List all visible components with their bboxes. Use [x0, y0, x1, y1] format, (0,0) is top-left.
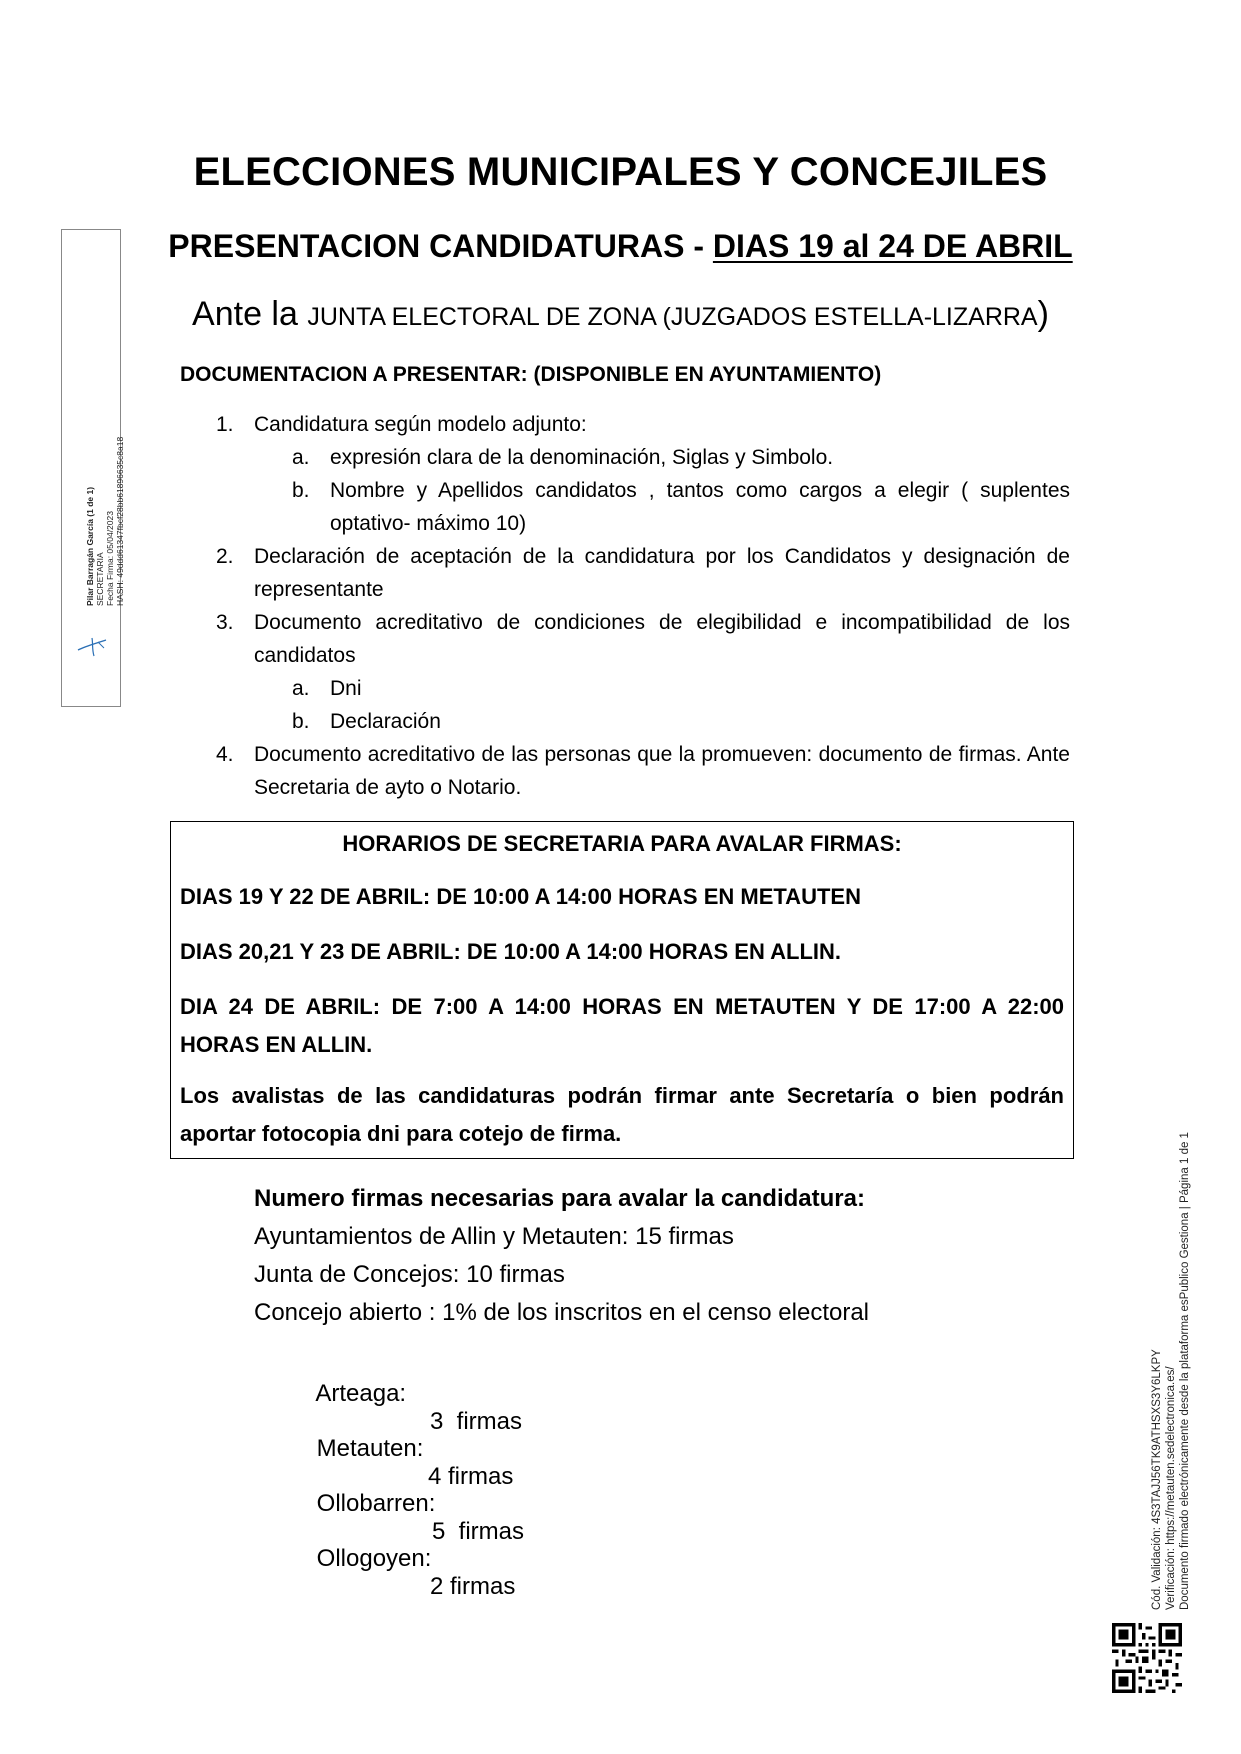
signature-hash: HASH: 49ddd61347fbcf28bb61896635c8a18 — [115, 436, 125, 606]
signature-mark-icon — [72, 630, 112, 660]
validation-code: Cód. Validación: 4S3TAJJ56TK9ATHSXS3Y6LKPY — [1151, 1349, 1163, 1610]
concejo-value: 2 firmas — [430, 1573, 516, 1600]
verification-url[interactable]: Verificación: https://metauten.sedelectronica.es/ — [1165, 1366, 1177, 1610]
verification-text — [1150, 1132, 1192, 1610]
list-subitem-text: Nombre y Apellidos candidatos , tantos como cargos a elegir ( suplentes optativo- máximo 10) — [330, 479, 1070, 535]
schedule-title: HORARIOS DE SECRETARIA PARA AVALAR FIRMAS: — [342, 831, 902, 856]
list-item — [180, 738, 1070, 804]
list-subitem-letter: b. — [292, 479, 310, 502]
document-title: ELECCIONES MUNICIPALES Y CONCEJILES — [193, 150, 1048, 194]
firmas-heading: Numero firmas necesarias para avalar la candidatura: — [254, 1185, 865, 1212]
list-item-number: 2. — [216, 545, 234, 568]
concejo-name: Metauten: — [316, 1435, 424, 1462]
concejo-name: Ollogoyen: — [316, 1545, 432, 1572]
concejo-value: 3 firmas — [430, 1408, 523, 1435]
firmas-block — [254, 1180, 869, 1332]
document-subtitle — [0, 228, 1241, 265]
list-item-text: Candidatura según modelo adjunto: — [254, 413, 587, 436]
signed-platform-note: Documento firmado electrónicamente desde la plataforma esPublico Gestiona | Página 1 de 1 — [1179, 1132, 1191, 1610]
signer-name: Pilar Barragán García (1 de 1) — [85, 486, 95, 606]
list-item — [180, 408, 1070, 441]
concejo-name: Ollobarren: — [316, 1490, 436, 1517]
list-subitem-text: Declaración — [330, 710, 441, 733]
concejo-value: 4 firmas — [428, 1463, 514, 1490]
list-subitem — [180, 672, 1070, 705]
list-item — [180, 540, 1070, 606]
firmas-concejo-abierto: Concejo abierto : 1% de los inscritos en el censo electoral — [254, 1299, 869, 1326]
signature-strip — [61, 229, 125, 707]
concejo-value: 5 firmas — [432, 1518, 525, 1545]
ante-line — [0, 295, 1241, 334]
subtitle-dates: DIAS 19 al 24 DE ABRIL — [712, 228, 1073, 264]
list-item-text: Declaración de aceptación de la candidatura por los Candidatos y designación de representante — [254, 545, 1070, 601]
subtitle-prefix: PRESENTACION CANDIDATURAS - — [168, 228, 713, 264]
signer-role: SECRETARIA — [95, 552, 105, 606]
list-item-number: 3. — [216, 611, 234, 634]
documentation-list — [180, 408, 1070, 804]
list-subitem-letter: a. — [292, 677, 310, 700]
list-subitem-text: expresión clara de la denominación, Siglas y Simbolo. — [330, 446, 834, 469]
list-subitem-text: Dni — [330, 677, 362, 700]
list-item-number: 4. — [216, 743, 234, 766]
signature-strip-text — [85, 437, 125, 606]
firmas-junta: Junta de Concejos: 10 firmas — [254, 1261, 565, 1288]
list-subitem-letter: a. — [292, 446, 310, 469]
schedule-line: DIAS 20,21 Y 23 DE ABRIL: DE 10:00 A 14:00 HORAS EN ALLIN. — [180, 939, 842, 964]
list-subitem — [180, 474, 1070, 540]
list-subitem-letter: b. — [292, 710, 310, 733]
list-item-text: Documento acreditativo de las personas que la promueven: documento de firmas. Ante Secretaria de ayto o Notario. — [254, 743, 1070, 799]
list-subitem — [180, 705, 1070, 738]
schedule-line: DIA 24 DE ABRIL: DE 7:00 A 14:00 HORAS EN METAUTEN Y DE 17:00 A 22:00 HORAS EN ALLIN. — [180, 994, 1064, 1057]
qr-code-icon — [1112, 1623, 1182, 1693]
list-item — [180, 606, 1070, 672]
documentation-heading: DOCUMENTACION A PRESENTAR: (DISPONIBLE EN AYUNTAMIENTO) — [180, 363, 882, 386]
ante-junta: JUNTA ELECTORAL DE ZONA (JUZGADOS ESTELLA-LIZARRA — [307, 303, 1038, 331]
schedule-note: Los avalistas de las candidaturas podrán firmar ante Secretaría o bien podrán aportar fotocopia dni para cotejo de firma. — [180, 1083, 1064, 1146]
firmas-ayuntamientos: Ayuntamientos de Allin y Metauten: 15 firmas — [254, 1223, 734, 1250]
list-item-number: 1. — [216, 413, 234, 436]
list-item-text: Documento acreditativo de condiciones de elegibilidad e incompatibilidad de los candidatos — [254, 611, 1070, 667]
concejo-name: Arteaga: — [315, 1380, 407, 1407]
ante-prefix: Ante la — [192, 295, 308, 333]
schedule-line: DIAS 19 Y 22 DE ABRIL: DE 10:00 A 14:00 HORAS EN METAUTEN — [180, 884, 861, 909]
signature-date: Fecha Firma: 05/04/2023 — [105, 511, 115, 606]
ante-suffix: ) — [1037, 295, 1049, 333]
schedule-box — [170, 821, 1074, 1159]
list-subitem — [180, 441, 1070, 474]
